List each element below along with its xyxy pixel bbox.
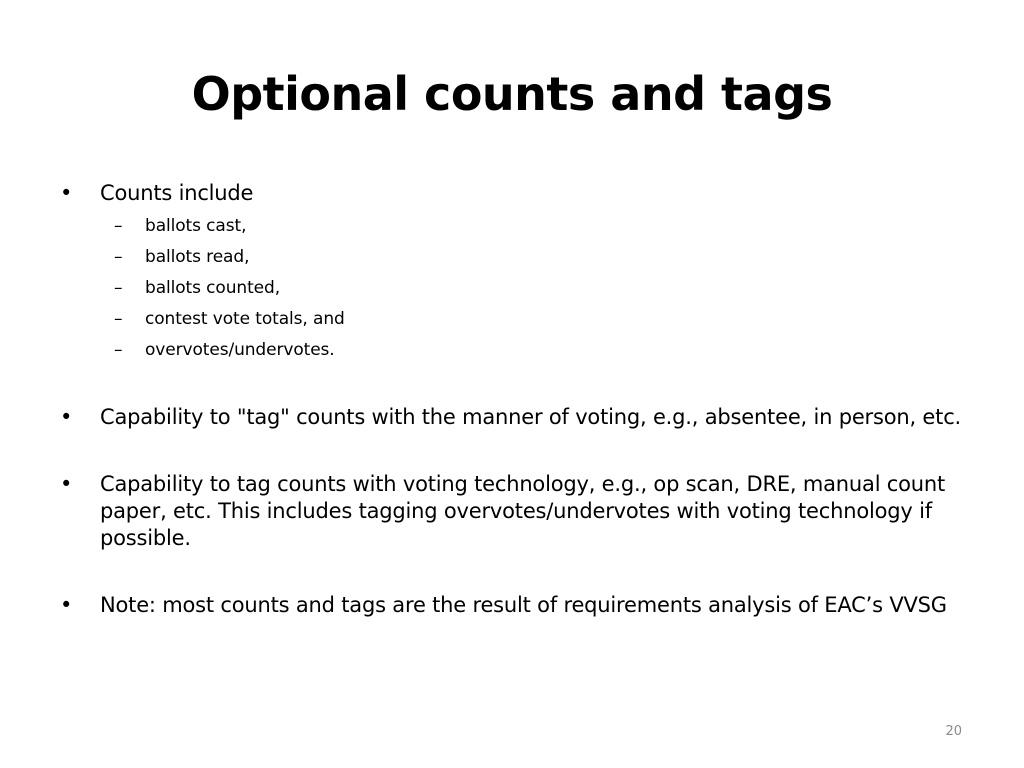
bullet-dot-icon: • <box>60 405 73 429</box>
sub-bullet-item <box>100 304 970 335</box>
sub-bullet-text: ballots counted, <box>145 278 280 298</box>
dash-icon: – <box>114 216 123 236</box>
dash-icon: – <box>114 247 123 267</box>
bullet-text: Capability to tag counts with voting technology, e.g., op scan, DRE, manual count paper, etc. This includes tagging overvotes/undervotes with voting technology if possible. <box>100 472 946 550</box>
bullet-dot-icon: • <box>60 181 73 205</box>
sub-bullet-item <box>100 273 970 304</box>
slide-title: Optional counts and tags <box>191 67 833 121</box>
sub-bullet-text: ballots read, <box>145 247 250 267</box>
sub-bullet-text: overvotes/undervotes. <box>145 340 335 360</box>
sub-bullet-list <box>100 211 970 366</box>
bullet-note <box>60 592 970 619</box>
sub-bullet-item <box>100 335 970 366</box>
dash-icon: – <box>114 309 123 329</box>
bullet-dot-icon: • <box>60 472 73 496</box>
sub-bullet-text: ballots cast, <box>145 216 247 236</box>
sub-bullet-text: contest vote totals, and <box>145 309 345 329</box>
slide-body <box>60 180 970 619</box>
bullet-counts-include <box>60 180 970 366</box>
bullet-text: Note: most counts and tags are the result of requirements analysis of EAC’s VVSG <box>100 593 947 617</box>
sub-bullet-item <box>100 211 970 242</box>
sub-bullet-item <box>100 242 970 273</box>
page-number: 20 <box>945 724 962 739</box>
bullet-voting-technology <box>60 471 970 552</box>
bullet-text: Capability to "tag" counts with the manner of voting, e.g., absentee, in person, etc. <box>100 405 962 429</box>
dash-icon: – <box>114 278 123 298</box>
bullet-manner-of-voting <box>60 404 970 431</box>
bullet-text: Counts include <box>100 181 254 205</box>
dash-icon: – <box>114 340 123 360</box>
bullet-dot-icon: • <box>60 593 73 617</box>
